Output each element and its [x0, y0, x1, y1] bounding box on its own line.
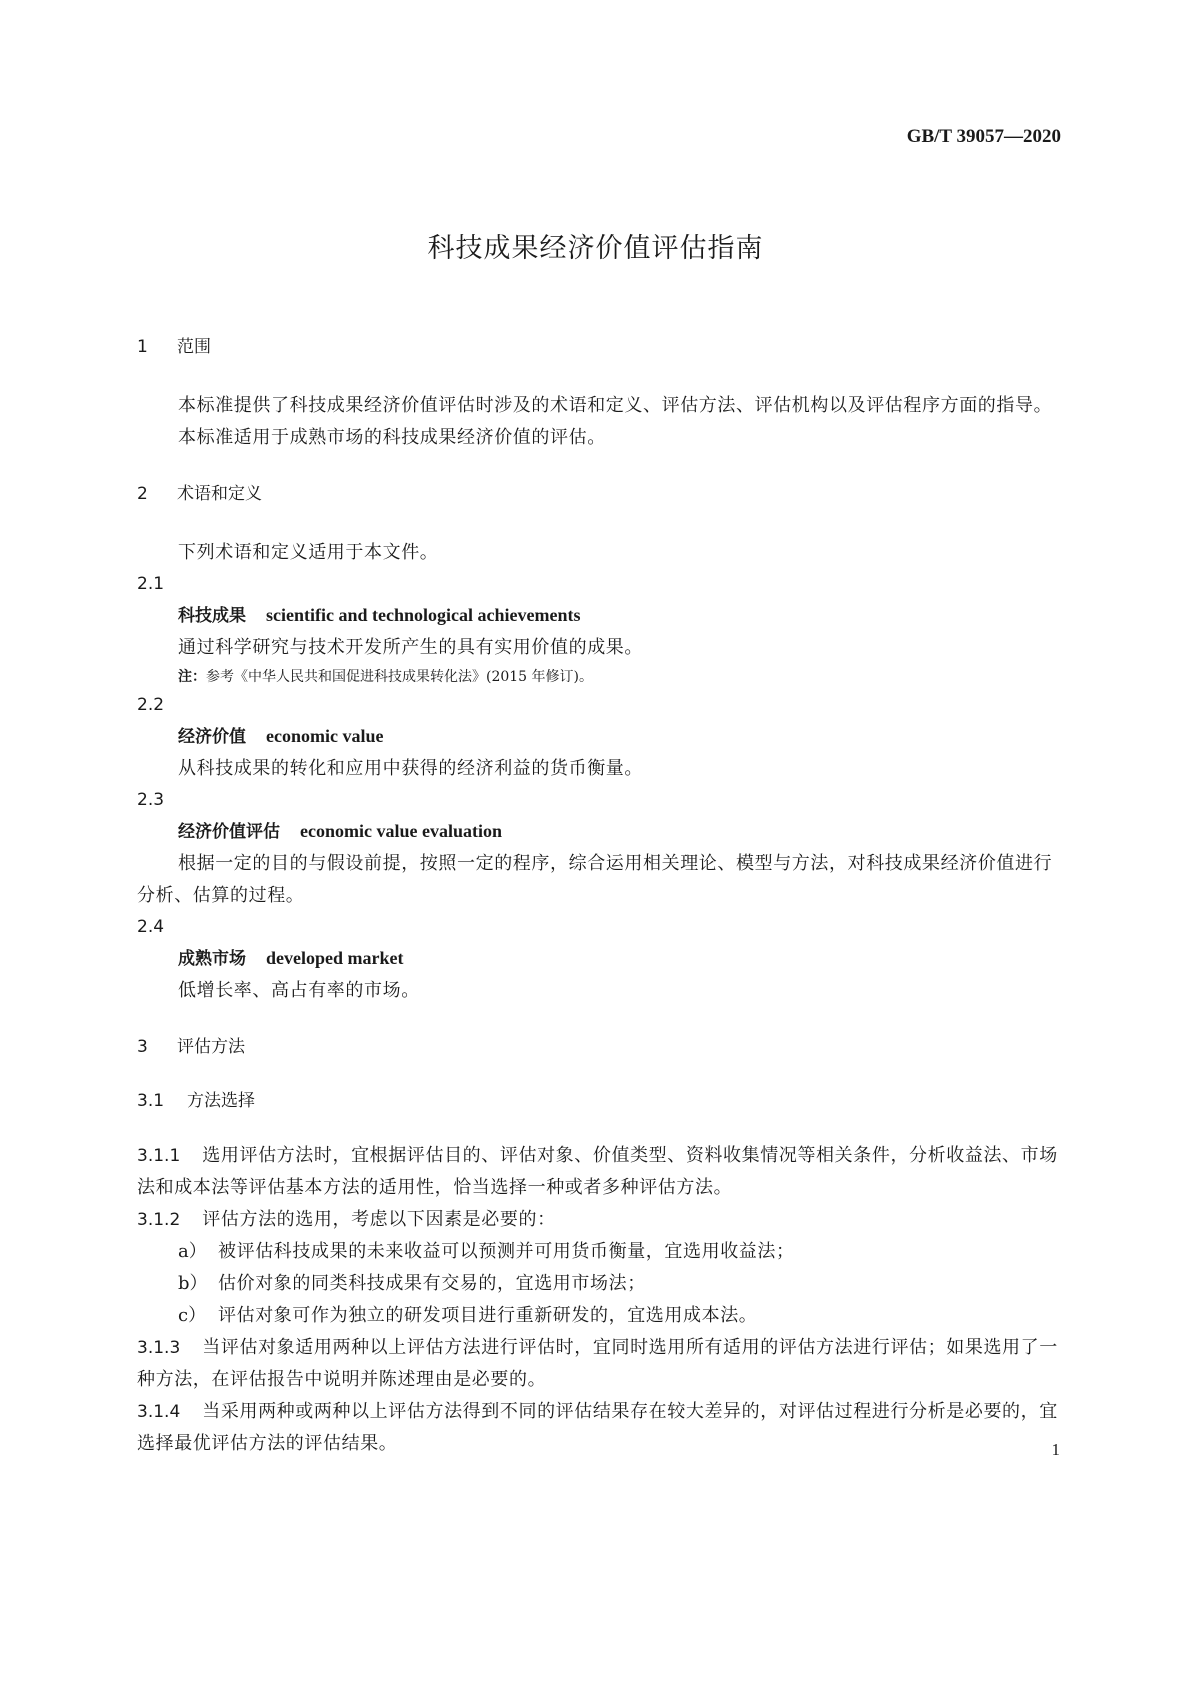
list-item-text: 估价对象的同类科技成果有交易的，宜选用市场法；	[218, 1273, 646, 1294]
clause-text: 当采用两种或两种以上评估方法得到不同的评估结果存在较大差异的，对评估过程进行分析是必要的，宜选择最优评估方法的评估结果。	[137, 1401, 1058, 1454]
section-3-heading	[137, 1032, 1061, 1062]
term-definition: 低增长率、高占有率的市场。	[178, 980, 420, 1001]
list-item-label: b）	[178, 1273, 208, 1294]
list-item	[137, 1268, 1061, 1300]
term-english: scientific and technological achievements	[266, 605, 581, 625]
page-number: 1	[1051, 1440, 1060, 1459]
term-definition: 通过科学研究与技术开发所产生的具有实用价值的成果。	[178, 637, 643, 658]
subsection-title: 方法选择	[187, 1091, 255, 1111]
term-chinese: 经济价值评估	[178, 822, 280, 842]
term-english: economic value	[266, 726, 384, 746]
standard-code: GB/T 39057—2020	[906, 126, 1061, 147]
section-title: 术语和定义	[177, 484, 262, 504]
clause-text: 评估方法的选用，考虑以下因素是必要的：	[202, 1209, 556, 1230]
scope-paragraph-1: 本标准提供了科技成果经济价值评估时涉及的术语和定义、评估方法、评估机构以及评估程序方面的指导。	[178, 395, 1053, 416]
note-text: 参考《中华人民共和国促进科技成果转化法》(2015 年修订)。	[206, 669, 594, 685]
list-item	[137, 1300, 1061, 1332]
clause-text: 当评估对象适用两种以上评估方法进行评估时，宜同时选用所有适用的评估方法进行评估；如果选用了一种方法，在评估报告中说明并陈述理由是必要的。	[137, 1337, 1058, 1390]
term-number: 2.1	[137, 574, 165, 594]
list-item	[137, 1236, 1061, 1268]
term-note	[137, 664, 1061, 690]
term-number: 2.2	[137, 695, 165, 715]
subsection-heading	[137, 1086, 1061, 1116]
document-title: 科技成果经济价值评估指南	[427, 233, 764, 264]
clause-3-1-3	[137, 1332, 1061, 1396]
term-number: 2.3	[137, 790, 165, 810]
term-chinese: 科技成果	[178, 606, 246, 626]
term-entry	[137, 599, 1061, 632]
term-chinese: 经济价值	[178, 727, 246, 747]
clause-3-1-4	[137, 1396, 1061, 1460]
list-item-text: 评估对象可作为独立的研发项目进行重新研发的，宜选用成本法。	[218, 1305, 758, 1326]
subsection-number: 3.1	[137, 1091, 165, 1111]
clause-3-1-2	[137, 1204, 1061, 1236]
term-entry	[137, 720, 1061, 753]
section-title: 评估方法	[177, 1037, 245, 1057]
section-1-heading	[137, 332, 1061, 362]
section-number: 2	[137, 484, 148, 504]
list-item-label: a）	[178, 1241, 207, 1262]
clause-number: 3.1.3	[137, 1338, 181, 1358]
term-chinese: 成熟市场	[178, 949, 246, 969]
list-item-label: c）	[178, 1305, 207, 1326]
note-label: 注：	[178, 669, 206, 685]
scope-paragraph-2: 本标准适用于成熟市场的科技成果经济价值的评估。	[178, 427, 606, 448]
section-title: 范围	[177, 337, 211, 357]
document-body	[137, 332, 1061, 1460]
term-english: developed market	[266, 948, 404, 968]
clause-text: 选用评估方法时，宜根据评估目的、评估对象、价值类型、资料收集情况等相关条件，分析收益法、市场法和成本法等评估基本方法的适用性，恰当选择一种或者多种评估方法。	[137, 1145, 1058, 1198]
clause-number: 3.1.2	[137, 1210, 181, 1230]
term-number: 2.4	[137, 917, 165, 937]
term-english: economic value evaluation	[300, 821, 502, 841]
term-entry	[137, 942, 1061, 975]
clause-3-1-1	[137, 1140, 1061, 1204]
term-definition: 从科技成果的转化和应用中获得的经济利益的货币衡量。	[178, 758, 643, 779]
list-item-text: 被评估科技成果的未来收益可以预测并可用货币衡量，宜选用收益法；	[218, 1241, 795, 1262]
section-number: 3	[137, 1037, 148, 1057]
clause-number: 3.1.1	[137, 1146, 181, 1166]
clause-number: 3.1.4	[137, 1402, 181, 1422]
terms-intro: 下列术语和定义适用于本文件。	[178, 542, 439, 563]
term-entry	[137, 815, 1061, 848]
term-definition: 根据一定的目的与假设前提，按照一定的程序，综合运用相关理论、模型与方法，对科技成果经济价值进行分析、估算的过程。	[137, 853, 1053, 906]
section-number: 1	[137, 337, 148, 357]
section-2-heading	[137, 479, 1061, 509]
